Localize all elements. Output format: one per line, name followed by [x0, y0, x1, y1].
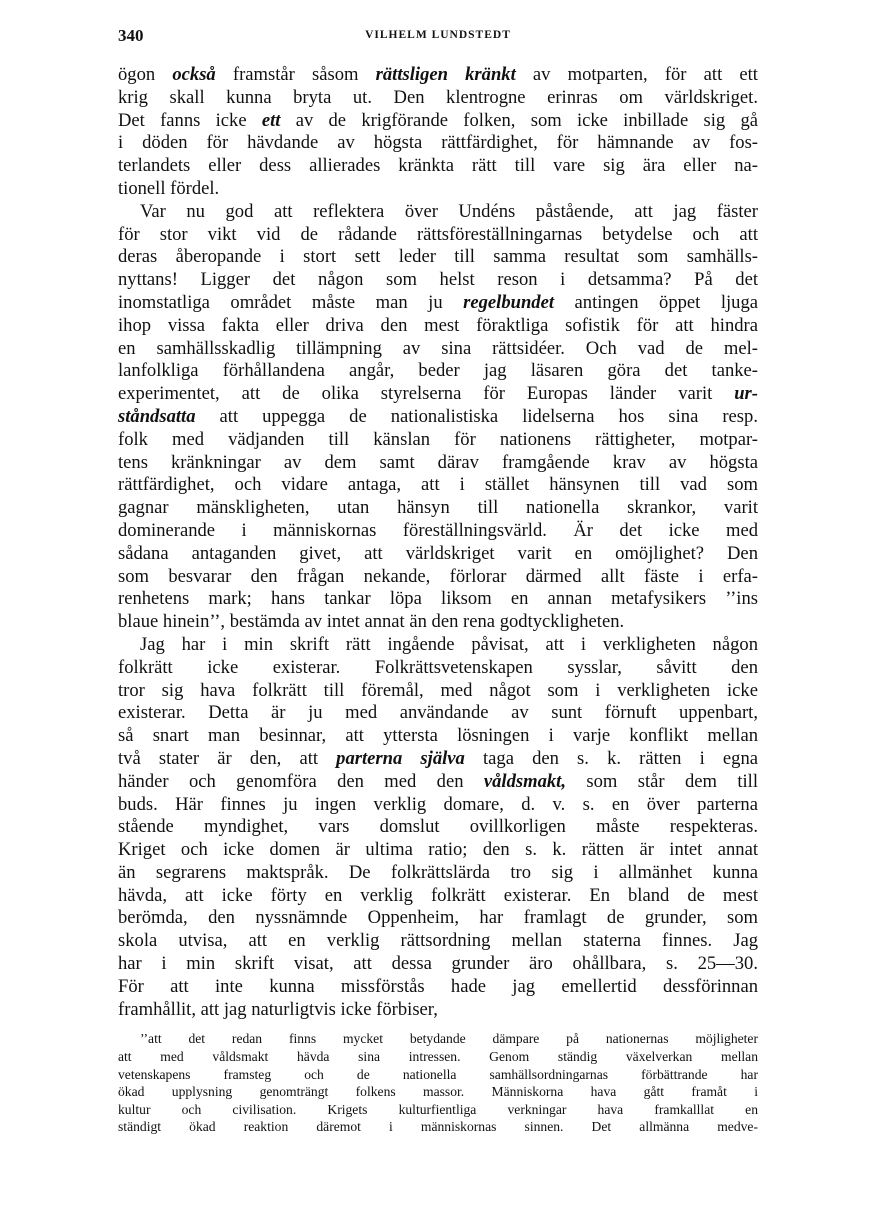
- text-run: tionell fördel.: [118, 177, 220, 199]
- text-run: renhetens mark; hans tankar löpa liksom en annan metafysikers ’’ins: [118, 588, 758, 610]
- text-run: ihop vissa fakta eller driva den mest föraktliga sofistik för att hindra: [118, 314, 758, 336]
- text-run: tens kränkningar av dem samt därav framgående krav av högsta: [118, 451, 758, 473]
- text-run: händer och genomföra den med den: [118, 770, 484, 792]
- text-run: ögon: [118, 64, 173, 85]
- text-line: [118, 429, 758, 452]
- text-line: [118, 657, 758, 680]
- text-run: en samhällsskadlig tillämpning av sina rättsidéer. Och vad de mel-: [118, 337, 758, 359]
- text-line: [118, 201, 758, 224]
- text-run: framstår såsom: [215, 64, 376, 85]
- page-number: 340: [118, 26, 144, 45]
- text-run: buds. Här finnes ju ingen verklig domare, d. v. s. en över parterna: [118, 793, 758, 815]
- text-run: stående myndighet, vars domslut ovillkorligen måste respekteras.: [118, 816, 758, 838]
- text-line: [118, 885, 758, 908]
- text-line: [118, 816, 758, 839]
- text-run: i döden för hävdande av högsta rättfärdighet, för hämnande av fos-: [118, 132, 758, 154]
- text-line: [118, 178, 758, 201]
- text-line: [118, 224, 758, 247]
- quote-line: ökad upplysning genomträngt folkens massor. Människorna hava gått framåt i: [118, 1084, 758, 1100]
- text-line: [118, 794, 758, 817]
- text-run: nyttans! Ligger det någon som helst reson i detsamma? På det: [118, 269, 758, 291]
- text-run: Det fanns icke: [118, 109, 262, 131]
- text-line: [118, 132, 758, 155]
- quote-line: vetenskapens framsteg och de nationella samhällsordningarnas förbättrande har: [118, 1066, 758, 1082]
- text-line: [118, 588, 758, 611]
- text-run: har i min skrift visat, att dessa grunder äro ohållbara, s. 25—30.: [118, 953, 758, 975]
- emphasis-text: ur-: [734, 383, 758, 405]
- text-run: tror sig hava folkrätt till föremål, med något som i verkligheten icke: [118, 679, 758, 701]
- text-run: krig skall kunna bryta ut. Den klentrogne erinras om världskriget.: [118, 86, 758, 108]
- text-line: [118, 999, 758, 1022]
- quote-line: ständigt ökad reaktion däremot i människornas sinnen. Det allmänna medve-: [118, 1119, 758, 1135]
- text-line: [118, 611, 758, 634]
- text-run: av motparten, för att ett: [515, 64, 758, 85]
- text-line: [118, 930, 758, 953]
- text-run: inomstatliga området måste man ju: [118, 291, 464, 313]
- text-run: framhållit, att jag naturligtvis icke förbiser,: [118, 998, 438, 1020]
- text-line: [118, 566, 758, 589]
- text-line: [118, 360, 758, 383]
- text-run: Kriget och icke domen är ultima ratio; den s. k. rätten är intet annat: [118, 839, 758, 861]
- quote-line: att med våldsmakt hävda sina intressen. Genom ständig växelverkan mellan: [118, 1049, 758, 1065]
- quote-line: kultur och civilisation. Krigets kulturfientliga verkningar hava framkalllat en: [118, 1101, 758, 1117]
- text-line: [118, 976, 758, 999]
- text-line: [118, 155, 758, 178]
- text-run: rättfärdighet, och vidare antaga, att i stället hänsynen till vad som: [118, 474, 758, 496]
- text-run: för stor vikt vid de rådande rättsföreställningarnas betydelse och att: [118, 223, 758, 245]
- text-line: [118, 383, 758, 406]
- text-run: som besvarar den frågan nekande, förlorar därmed allt fäste i erfa-: [118, 565, 758, 587]
- text-line: [118, 497, 758, 520]
- text-run: skola utvisa, att en verklig rättsordning mellan staterna finnes. Jag: [118, 930, 758, 952]
- text-run: folkrätt icke existerar. Folkrättsvetenskapen sysslar, såvitt den: [118, 656, 758, 678]
- text-run: som står dem till: [566, 770, 758, 792]
- text-line: [118, 269, 758, 292]
- text-run: deras åberopande i stort sett leder till samma resultat som samhälls-: [118, 246, 758, 268]
- emphasis-text: ståndsatta: [118, 405, 196, 427]
- text-run: Var nu god att reflektera över Undéns påstående, att jag fäster: [140, 200, 758, 222]
- text-run: För att inte kunna missförstås hade jag emellertid dessförinnan: [118, 975, 758, 997]
- text-line: [118, 543, 758, 566]
- body-text: [118, 64, 758, 1136]
- running-head: VILHELM LUNDSTEDT: [365, 29, 511, 41]
- emphasis-text: våldsmakt,: [483, 770, 566, 792]
- text-line: [118, 862, 758, 885]
- text-run: sådana antaganden givet, att världskriget varit en omöjlighet? Den: [118, 542, 758, 564]
- emphasis-text: ett: [261, 109, 281, 131]
- text-line: [118, 907, 758, 930]
- text-run: hävda, att icke förty en verklig folkrätt existerar. En bland de mest: [118, 884, 758, 906]
- text-run: än segrarens maktspråk. De folkrättslärda tro sig i allmänhet kunna: [118, 861, 758, 883]
- text-line: [118, 953, 758, 976]
- text-line: [118, 87, 758, 110]
- text-line: [118, 839, 758, 862]
- text-run: berömda, den nyssnämnde Oppenheim, har framlagt de grunder, som: [118, 907, 758, 929]
- quote-line: ’’att det redan finns mycket betydande dämpare på nationernas möjligheter: [140, 1031, 758, 1047]
- emphasis-text: parterna själva: [336, 747, 465, 769]
- text-line: [118, 292, 758, 315]
- text-line: [118, 474, 758, 497]
- text-line: [118, 520, 758, 543]
- text-line: [118, 702, 758, 725]
- text-run: lanfolkliga förhållandena angår, beder jag läsaren göra det tanke-: [118, 360, 758, 382]
- text-run: så snart man besinnar, att yttersta lösningen i varje konflikt mellan: [118, 725, 758, 747]
- text-line: [118, 315, 758, 338]
- page-header: [118, 26, 758, 48]
- block-quote: [118, 1030, 758, 1136]
- emphasis-text: regelbundet: [463, 291, 555, 313]
- text-run: terlandets eller dess allierades kränkta rätt till vare sig ära eller na-: [118, 155, 758, 177]
- text-run: gagnar mänskligheten, utan hänsyn till nationella skrankor, varit: [118, 497, 758, 519]
- text-line: [118, 110, 758, 133]
- text-run: dominerande i människornas föreställningsvärld. Är det icke med: [118, 519, 758, 541]
- text-run: av de krigförande folken, som icke inbillade sig gå: [280, 109, 758, 131]
- text-line: [118, 406, 758, 429]
- text-line: [118, 338, 758, 361]
- text-run: att uppegga de nationalistiska lidelserna hos sina resp.: [195, 405, 758, 427]
- text-run: blaue hinein’’, bestämda av intet annat än den rena godtyckligheten.: [118, 611, 625, 633]
- emphasis-text: rättsligen kränkt: [375, 64, 516, 85]
- emphasis-text: också: [172, 64, 216, 85]
- text-line: [118, 246, 758, 269]
- text-run: folk med vädjanden till känslan för nationens rättigheter, motpar-: [118, 428, 758, 450]
- text-line: [118, 452, 758, 475]
- text-run: taga den s. k. rätten i egna: [464, 747, 759, 769]
- text-run: antingen öppet ljuga: [554, 291, 758, 313]
- text-run: experimentet, att de olika styrelserna för Europas länder varit: [118, 383, 735, 405]
- text-line: [118, 771, 758, 794]
- text-line: [118, 725, 758, 748]
- text-line: [118, 680, 758, 703]
- text-run: två stater är den, att: [118, 747, 337, 769]
- text-line: [118, 64, 758, 87]
- text-line: [118, 634, 758, 657]
- text-run: existerar. Detta är ju med användande av sunt förnuft uppenbart,: [118, 702, 758, 724]
- text-line: [118, 748, 758, 771]
- text-run: Jag har i min skrift rätt ingående påvisat, att i verkligheten någon: [140, 633, 758, 655]
